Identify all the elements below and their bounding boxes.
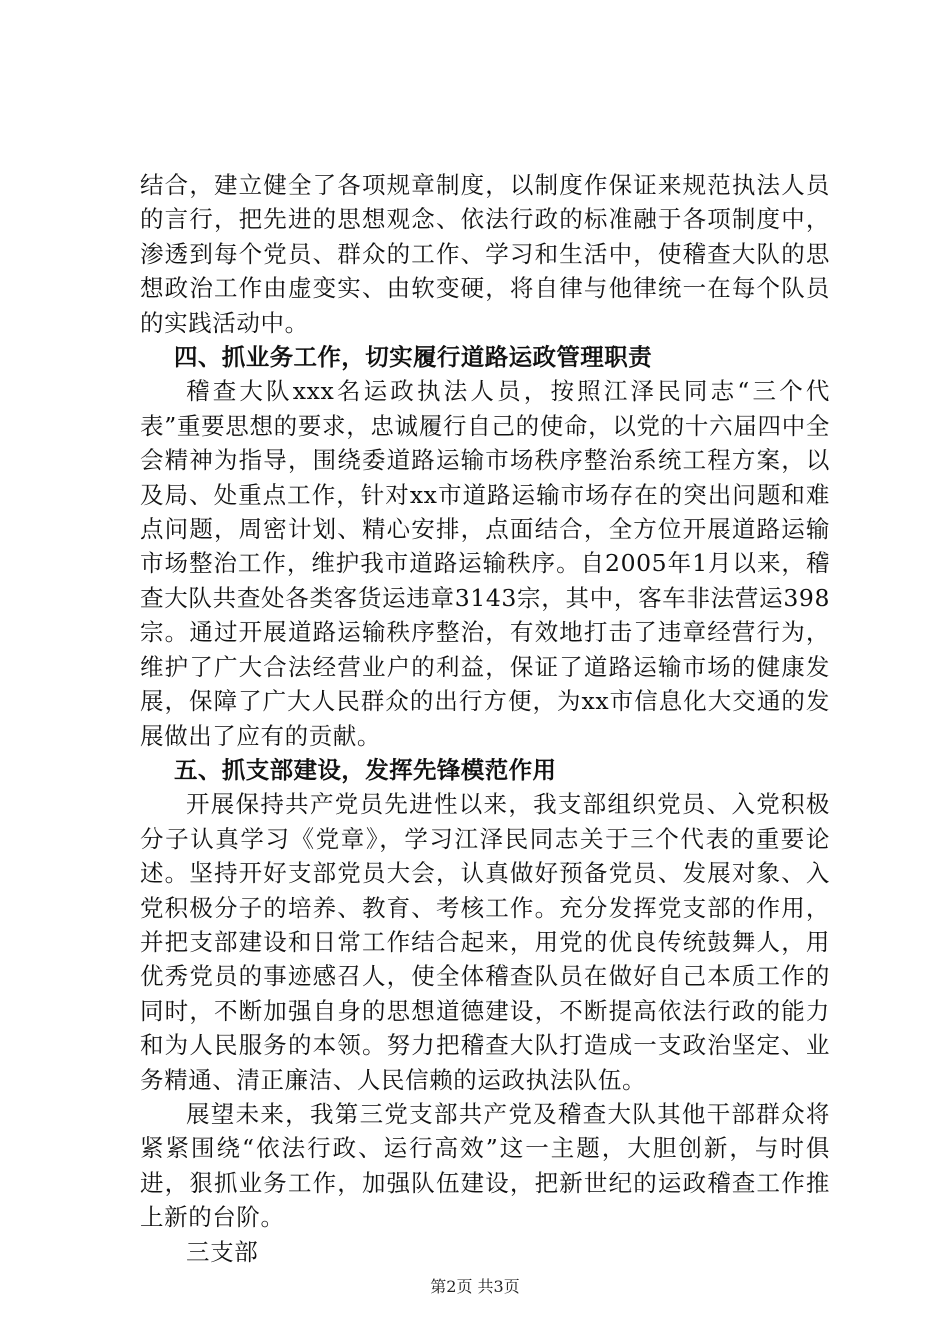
paragraph-business-work: 稽查大队xxx名运政执法人员，按照江泽民同志“三个代表”重要思想的要求，忠诚履行自己的使命，以党的十六届四中全会精神为指导，围绕委道路运输市场秩序整治系统工程方案，以及局、处重点工作，针对xx市道路运输市场存在的突出问题和难点问题，周密计划、精心安排，点面结合，全方位开展道路运输市场整治工作，维护我市道路运输秩序。自2005年1月以来，稽查大队共查处各类客货运违章3143宗，其中，客车非法营运398宗。通过开展道路运输秩序整治，有效地打击了违章经营行为，维护了广大合法经营业户的利益，保证了道路运输市场的健康发展，保障了广大人民群众的出行方便，为xx市信息化大交通的发展做出了应有的贡献。 [140, 377, 830, 750]
paragraph-branch-building: 开展保持共产党员先进性以来，我支部组织党员、入党积极分子认真学习《党章》，学习江泽民同志关于三个代表的重要论述。坚持开好支部党员大会，认真做好预备党员、发展对象、入党积极分子的培养、教育、考核工作。充分发挥党支部的作用，并把支部建设和日常工作结合起来，用党的优良传统鼓舞人，用优秀党员的事迹感召人，使全体稽查队员在做好自己本质工作的同时，不断加强自身的思想道德建设，不断提高依法行政的能力和为人民服务的本领。努力把稽查大队打造成一支政治坚定、业务精通、清正廉洁、人民信赖的运政执法队伍。 [140, 790, 830, 1094]
signature-branch: 三支部 [186, 1237, 259, 1266]
paragraph-outlook: 展望未来，我第三党支部共产党及稽查大队其他干部群众将紧紧围绕“依法行政、运行高效”这一主题，大胆创新，与时俱进，狠抓业务工作，加强队伍建设，把新世纪的运政稽查工作推上新的台阶。 [140, 1099, 830, 1232]
section-heading-4: 四、抓业务工作，切实履行道路运政管理职责 [174, 343, 652, 372]
section-heading-5: 五、抓支部建设，发挥先锋模范作用 [174, 755, 557, 784]
paragraph-continued: 结合，建立健全了各项规章制度，以制度作保证来规范执法人员的言行，把先进的思想观念、依法行政的标准融于各项制度中，渗透到每个党员、群众的工作、学习和生活中，使稽查大队的思想政治工作由虚变实、由软变硬，将自律与他律统一在每个队员的实践活动中。 [140, 171, 830, 337]
document-body [140, 168, 830, 1269]
page-footer: 第2页 共3页 [430, 1277, 520, 1296]
